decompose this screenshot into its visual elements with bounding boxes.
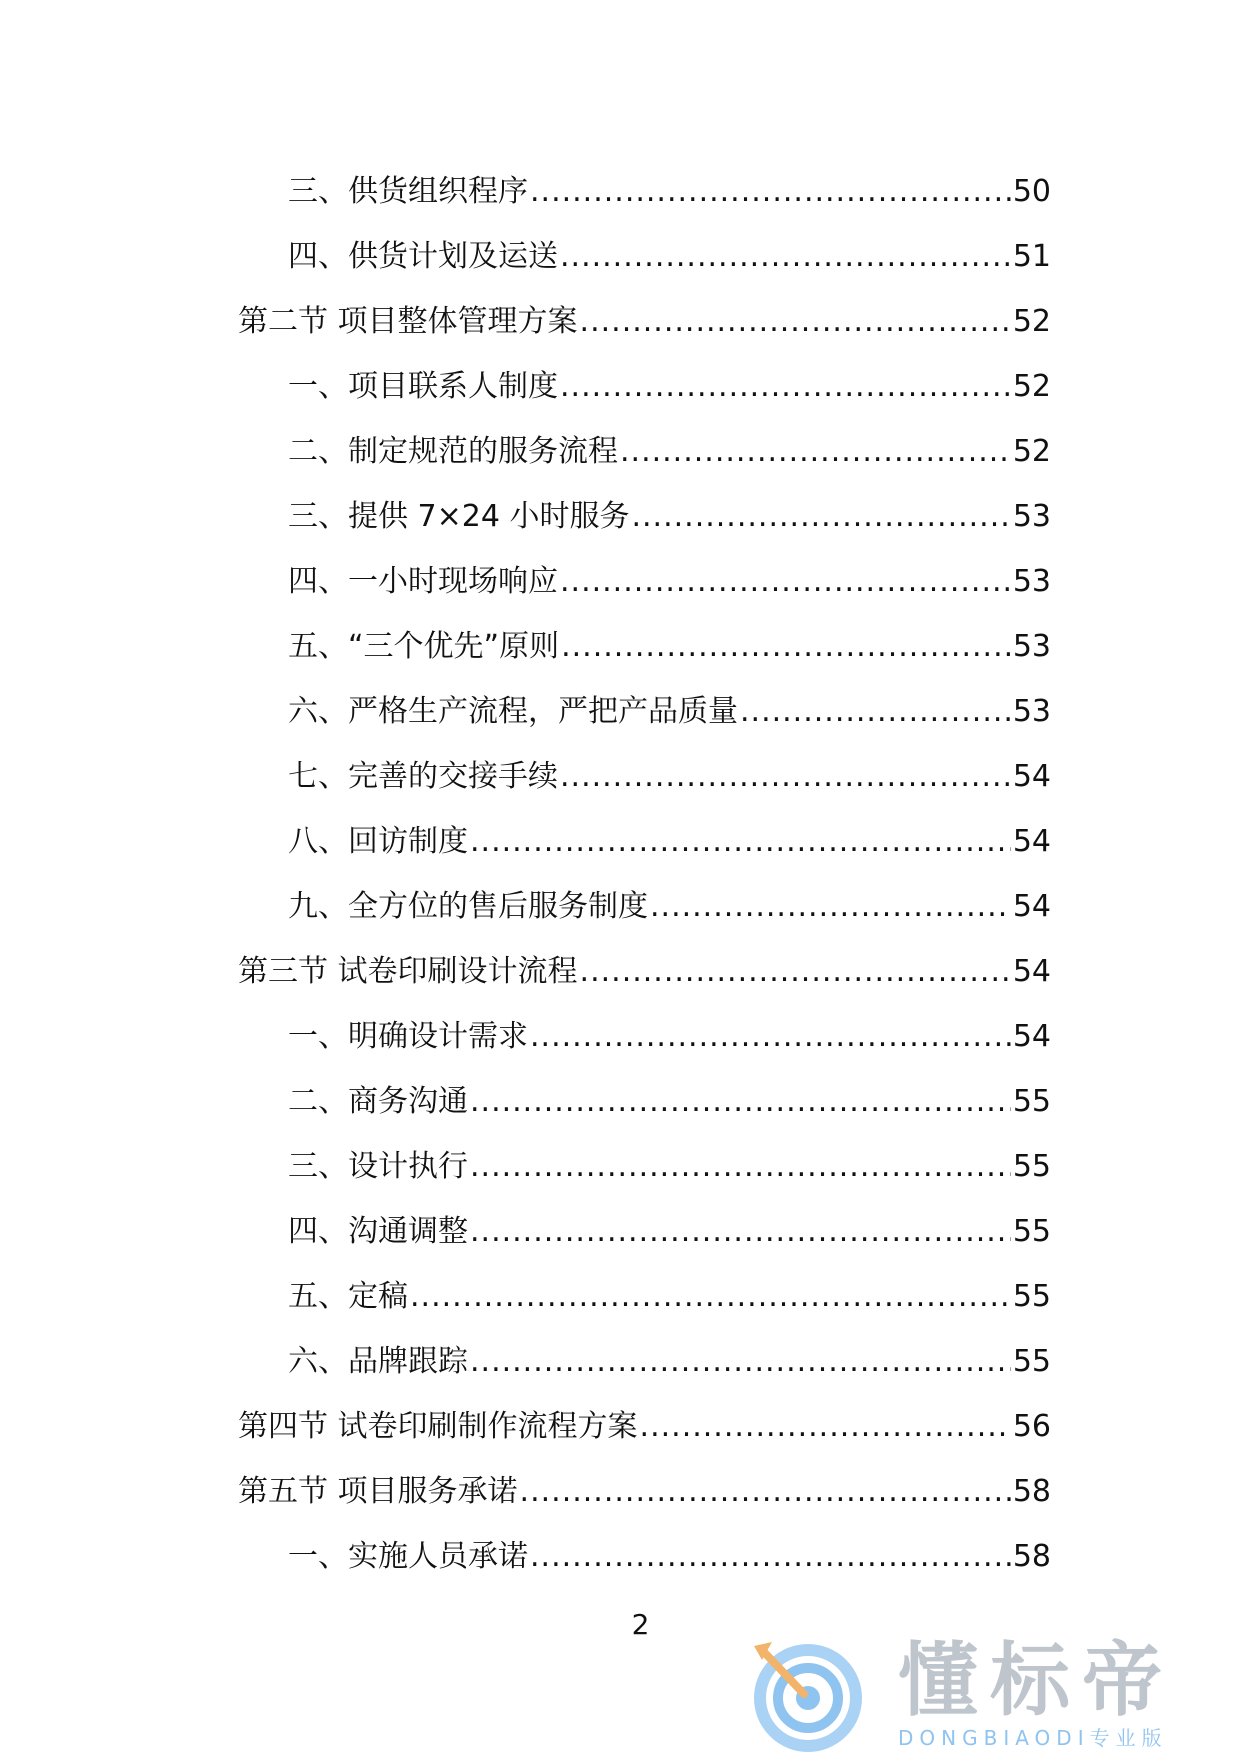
toc-entry-title: 八、回访制度	[288, 824, 468, 859]
toc-entry-title: 四、一小时现场响应	[288, 564, 558, 599]
toc-entry[interactable]	[288, 686, 1051, 732]
toc-entry-page: 53	[1012, 629, 1051, 664]
toc-leader-dots	[410, 1277, 1011, 1317]
toc-leader-dots	[620, 432, 1011, 472]
toc-entry-page: 52	[1012, 304, 1051, 339]
toc-entry-page: 58	[1012, 1474, 1051, 1509]
toc-entry-title: 六、严格生产流程，严把产品质量	[288, 694, 738, 729]
toc-entry-page: 54	[1012, 824, 1051, 859]
toc-leader-dots	[470, 822, 1011, 862]
toc-entry-title: 六、品牌跟踪	[288, 1344, 468, 1379]
toc-leader-dots	[561, 627, 1011, 667]
toc-entry-page: 53	[1012, 694, 1051, 729]
toc-leader-dots	[560, 562, 1011, 602]
toc-leader-dots	[470, 1212, 1011, 1252]
toc-entry-title: 第五节 项目服务承诺	[238, 1474, 518, 1509]
toc-entry[interactable]	[288, 621, 1051, 667]
toc-entry-page: 58	[1012, 1539, 1051, 1574]
watermark-subtitle: DONGBIAODI专业版	[898, 1726, 1168, 1750]
toc-entry-page: 54	[1012, 1019, 1051, 1054]
watermark-brand-name: 懂标帝	[898, 1634, 1174, 1727]
toc-leader-dots	[530, 1537, 1011, 1577]
toc-entry[interactable]	[288, 1271, 1051, 1317]
toc-leader-dots	[640, 1407, 1011, 1447]
toc-entry-title: 第三节 试卷印刷设计流程	[238, 954, 578, 989]
toc-leader-dots	[560, 757, 1011, 797]
toc-entry-title: 一、项目联系人制度	[288, 369, 558, 404]
toc-entry[interactable]	[288, 491, 1051, 537]
toc-leader-dots	[631, 497, 1010, 537]
toc-entry-page: 50	[1012, 174, 1051, 209]
toc-leader-dots	[520, 1472, 1011, 1512]
toc-entry-page: 54	[1012, 889, 1051, 924]
toc-entry-title: 二、商务沟通	[288, 1084, 468, 1119]
toc-section-entry[interactable]	[238, 1466, 1051, 1512]
toc-entry-page: 56	[1012, 1409, 1051, 1444]
toc-entry[interactable]	[288, 1011, 1051, 1057]
toc-leader-dots	[560, 237, 1011, 277]
toc-entry-title: 三、提供 7×24 小时服务	[288, 499, 630, 534]
toc-entry-title: 五、定稿	[288, 1279, 408, 1314]
toc-entry-page: 53	[1012, 564, 1051, 599]
toc-entry-title: 三、设计执行	[288, 1149, 468, 1184]
toc-leader-dots	[740, 692, 1011, 732]
toc-leader-dots	[580, 302, 1011, 342]
toc-entry[interactable]	[288, 816, 1051, 862]
toc-entry-title: 二、制定规范的服务流程	[288, 434, 618, 469]
watermark	[748, 1634, 1228, 1752]
toc-entry-page: 55	[1012, 1084, 1051, 1119]
toc-section-entry[interactable]	[238, 946, 1051, 992]
toc-entry[interactable]	[288, 751, 1051, 797]
toc-leader-dots	[530, 1017, 1011, 1057]
toc-entry[interactable]	[288, 1076, 1051, 1122]
toc-leader-dots	[530, 172, 1011, 212]
toc-entry[interactable]	[288, 1336, 1051, 1382]
toc-entry[interactable]	[288, 556, 1051, 602]
toc-entry-title: 四、供货计划及运送	[288, 239, 558, 274]
toc-entry-page: 53	[1012, 499, 1051, 534]
toc-entry-title: 九、全方位的售后服务制度	[288, 889, 648, 924]
toc-entry-title: 第四节 试卷印刷制作流程方案	[238, 1409, 638, 1444]
toc-entry[interactable]	[288, 881, 1051, 927]
toc-leader-dots	[470, 1082, 1011, 1122]
toc-entry-title: 一、明确设计需求	[288, 1019, 528, 1054]
toc-entry-page: 52	[1012, 369, 1051, 404]
toc-entry-title: 第二节 项目整体管理方案	[238, 304, 578, 339]
toc-entry-title: 一、实施人员承诺	[288, 1539, 528, 1574]
toc-entry[interactable]	[288, 231, 1051, 277]
toc-entry-title: 五、“三个优先”原则	[288, 629, 560, 664]
toc-entry-title: 三、供货组织程序	[288, 174, 528, 209]
toc-leader-dots	[470, 1342, 1011, 1382]
toc-entry-title: 七、完善的交接手续	[288, 759, 558, 794]
toc-entry-page: 55	[1012, 1214, 1051, 1249]
toc-section-entry[interactable]	[238, 296, 1051, 342]
target-arrow-icon	[748, 1636, 864, 1752]
toc-entry-title: 四、沟通调整	[288, 1214, 468, 1249]
toc-entry[interactable]	[288, 361, 1051, 407]
toc-entry-page: 52	[1012, 434, 1051, 469]
toc-entry-page: 55	[1012, 1279, 1051, 1314]
toc-entry[interactable]	[288, 166, 1051, 212]
toc-entry[interactable]	[288, 1141, 1051, 1187]
toc-leader-dots	[580, 952, 1011, 992]
toc-entry-page: 55	[1012, 1344, 1051, 1379]
toc-entry-page: 51	[1012, 239, 1051, 274]
toc-entry[interactable]	[288, 1531, 1051, 1577]
toc-leader-dots	[650, 887, 1011, 927]
toc-entry-page: 55	[1012, 1149, 1051, 1184]
toc-leader-dots	[560, 367, 1011, 407]
toc-entry-page: 54	[1012, 759, 1051, 794]
toc-entry-page: 54	[1012, 954, 1051, 989]
toc-leader-dots	[470, 1147, 1011, 1187]
toc-entry[interactable]	[288, 426, 1051, 472]
toc-section-entry[interactable]	[238, 1401, 1051, 1447]
page-number: 2	[631, 1608, 650, 1641]
toc-entry[interactable]	[288, 1206, 1051, 1252]
